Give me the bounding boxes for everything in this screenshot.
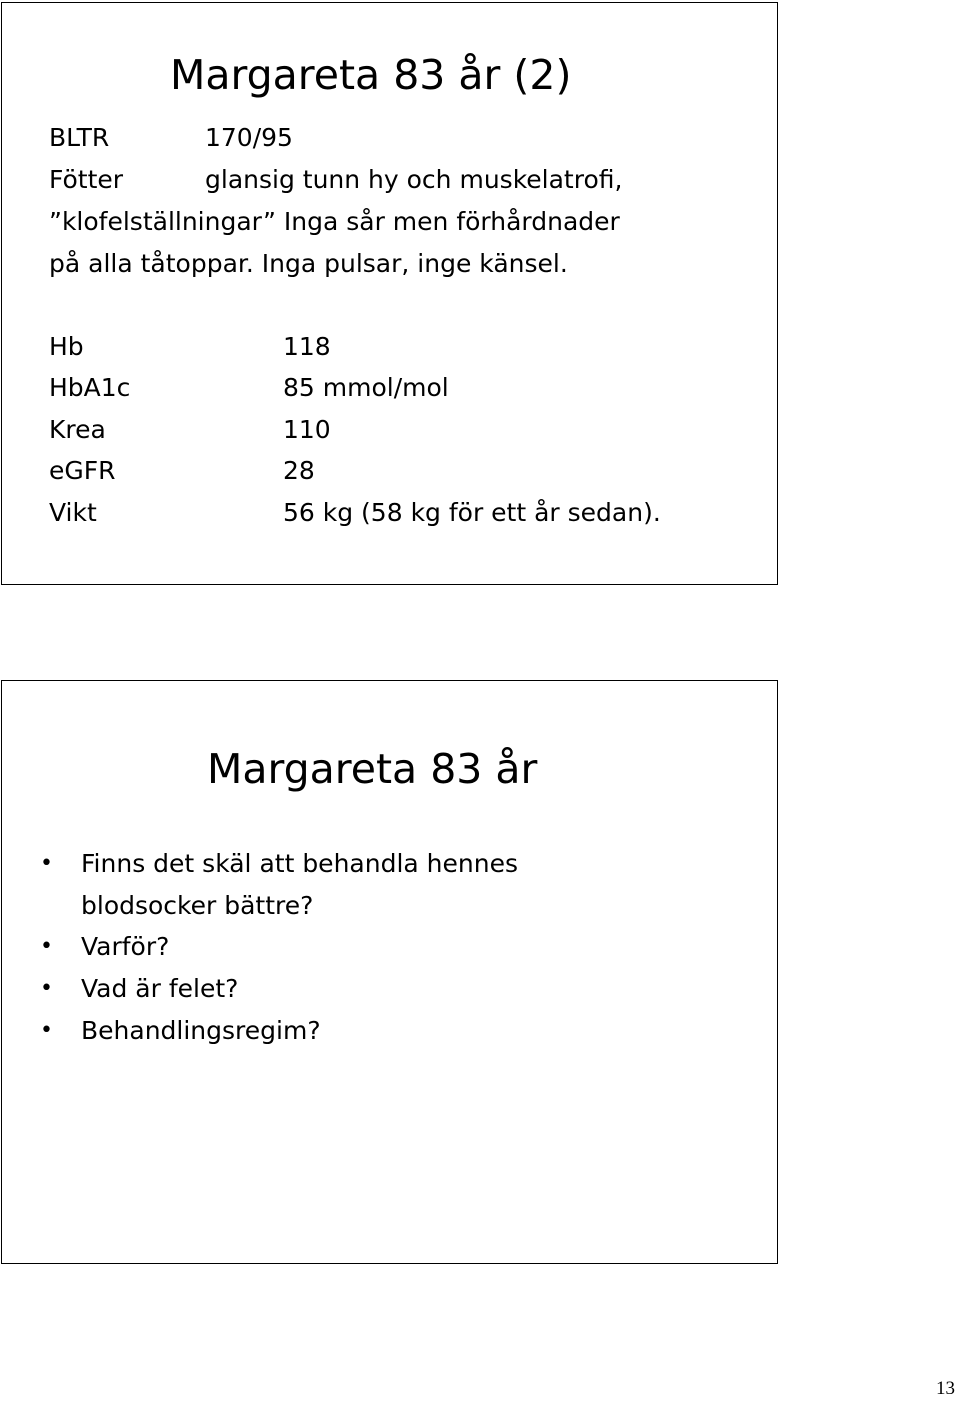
fotter-value: glansig tunn hy och muskelatrofi,	[205, 165, 623, 194]
lab-label: Hb	[49, 332, 84, 361]
fotter-row	[49, 165, 623, 194]
bullet-dot: •	[40, 976, 53, 1001]
lab-row-hb	[49, 332, 331, 361]
page-number: 13	[936, 1378, 955, 1399]
bltr-label: BLTR	[49, 123, 110, 152]
slide-2	[1, 680, 778, 1264]
lab-value: 110	[283, 415, 331, 444]
lab-label: eGFR	[49, 456, 116, 485]
lab-value: 56 kg (58 kg för ett år sedan).	[283, 498, 661, 527]
bullet-item-1-line-1: Finns det skäl att behandla hennes	[81, 849, 518, 878]
lab-row-krea	[49, 415, 331, 444]
lab-value: 28	[283, 456, 315, 485]
bullet-item-4: Behandlingsregim?	[81, 1016, 321, 1045]
lab-row-hba1c	[49, 373, 449, 402]
slide-1-title: Margareta 83 år (2)	[170, 51, 572, 99]
bullet-item-2: Varför?	[81, 932, 170, 961]
lab-label: Vikt	[49, 498, 97, 527]
bullet-dot: •	[40, 851, 53, 876]
bullet-item-1-line-2: blodsocker bättre?	[81, 891, 314, 920]
bullet-item-3: Vad är felet?	[81, 974, 239, 1003]
lab-value: 85 mmol/mol	[283, 373, 449, 402]
fotter-continuation-2: på alla tåtoppar. Inga pulsar, inge känsel.	[49, 249, 568, 278]
slide-1	[1, 2, 778, 585]
bullet-dot: •	[40, 934, 53, 959]
bltr-value: 170/95	[205, 123, 293, 152]
lab-row-vikt	[49, 498, 661, 527]
lab-label: Krea	[49, 415, 106, 444]
fotter-continuation-1: ”klofelställningar” Inga sår men förhårdnader	[49, 207, 620, 236]
fotter-label: Fötter	[49, 165, 124, 194]
lab-label: HbA1c	[49, 373, 131, 402]
bullet-dot: •	[40, 1018, 53, 1043]
slide-2-title: Margareta 83 år	[207, 745, 538, 793]
lab-value: 118	[283, 332, 331, 361]
lab-row-egfr	[49, 456, 315, 485]
bltr-row	[49, 123, 293, 152]
